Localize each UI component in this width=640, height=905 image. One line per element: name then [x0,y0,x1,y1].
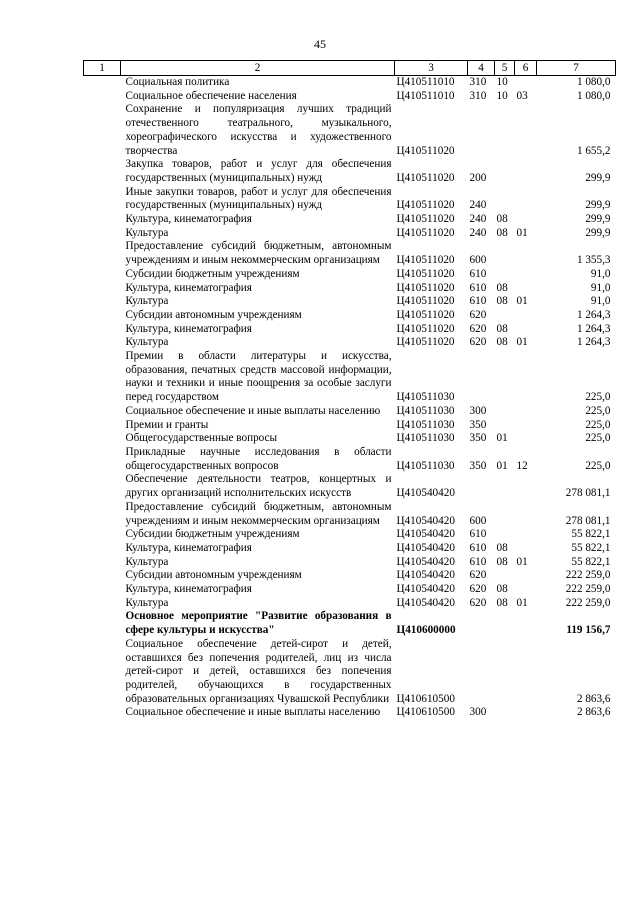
row-rz [495,309,515,323]
row-rz: 08 [496,541,508,554]
row-code: Ц410511010 [396,89,455,102]
row-code: Ц410511020 [396,336,455,349]
table-row [84,446,616,473]
table-row [84,638,616,707]
table-row [84,158,616,185]
row-rz [495,240,515,267]
row-pr [515,186,537,213]
row-amount: 299,9 [585,199,611,212]
row-pr [515,405,537,419]
row-name: Премии и гранты [125,418,209,431]
row-pr [515,350,537,405]
row-empty-cell [84,336,121,350]
row-amount: 55 822,1 [571,528,611,541]
row-name: Сохранение и популяризация лучших традиций отечественного театрального, музыкального, хореографического искусства и художественного творчества [125,103,392,157]
row-name: Социальное обеспечение населения [125,89,297,102]
row-name: Социальная политика [125,76,230,88]
row-pr [515,309,537,323]
row-code: Ц410511030 [396,391,455,404]
page-number: 45 [314,37,326,51]
row-name: Культура [125,295,169,308]
row-amount: 91,0 [590,267,611,280]
row-code: Ц410511020 [396,213,455,226]
row-name: Предоставление субсидий бюджетным, автономным учреждениям и иным некоммерческим организациям [125,500,392,527]
row-empty-cell [84,282,121,296]
row-name: Субсидии бюджетным учреждениям [125,267,300,280]
column-header: 5 [495,61,515,76]
row-amount: 2 863,6 [576,692,611,705]
row-empty-cell [84,240,121,267]
row-code: Ц410540420 [396,541,455,554]
row-name: Культура [125,596,169,609]
row-amount: 91,0 [590,281,611,294]
row-amount: 119 156,7 [566,624,611,637]
row-code: Ц410511020 [396,308,455,321]
table-row [84,432,616,446]
row-vr: 200 [469,171,487,184]
row-rz [495,528,515,542]
row-rz: 08 [496,281,508,294]
row-name: Культура, кинематография [125,322,252,335]
row-vr: 350 [469,418,487,431]
row-amount: 91,0 [590,295,611,308]
row-code: Ц410540420 [396,487,455,500]
row-name: Социальное обеспечение и иные выплаты населению [125,706,381,719]
row-empty-cell [84,295,121,309]
row-empty-cell [84,213,121,227]
row-vr: 350 [469,432,487,445]
row-empty-cell [84,186,121,213]
row-empty-cell [84,638,121,707]
row-code: Ц410540420 [396,596,455,609]
row-rz [495,405,515,419]
column-header: 6 [515,61,537,76]
row-amount: 225,0 [585,459,611,472]
row-amount: 225,0 [585,432,611,445]
row-name: Основное мероприятие "Развитие образования в сфере культуры и искусства" [125,610,392,637]
row-pr: 01 [516,295,528,308]
row-amount: 225,0 [585,404,611,417]
row-code: Ц410511010 [396,76,455,88]
row-vr: 240 [469,226,487,239]
row-code: Ц410511020 [396,322,455,335]
row-code: Ц410511020 [396,144,455,157]
row-empty-cell [84,446,121,473]
row-amount: 278 081,1 [565,514,611,527]
row-vr: 620 [469,336,487,349]
row-empty-cell [84,90,121,104]
row-code: Ц410511030 [396,404,455,417]
row-name: Культура [125,226,169,239]
row-vr: 610 [469,541,487,554]
row-name: Культура, кинематография [125,541,252,554]
row-code: Ц410540420 [396,583,455,596]
row-name: Культура [125,555,169,568]
budget-table [83,60,616,720]
row-rz: 08 [496,596,508,609]
row-empty-cell [84,542,121,556]
row-pr [515,638,537,707]
row-empty-cell [84,227,121,241]
table-row [84,556,616,570]
row-amount: 278 081,1 [565,487,611,500]
row-name: Социальное обеспечение детей-сирот и детей, оставшихся без попечения родителей, лиц из числа детей-сирот и детей, оставшихся без попечения родителей, обучающихся в государственных образовательных организациях Чувашской Республики [125,637,392,705]
table-row [84,268,616,282]
row-amount: 1 080,0 [576,89,611,102]
table-row [84,227,616,241]
row-name: Закупка товаров, работ и услуг для обеспечения государственных (муниципальных) нужд [125,158,392,184]
row-pr [515,103,537,158]
table-row [84,597,616,611]
row-rz [495,501,515,528]
row-rz: 08 [496,322,508,335]
row-code: Ц410511020 [396,199,455,212]
row-rz [495,638,515,707]
row-vr: 300 [469,404,487,417]
row-code: Ц410610500 [396,706,455,719]
row-pr [515,501,537,528]
row-amount: 55 822,1 [571,541,611,554]
row-empty-cell [84,597,121,611]
row-amount: 1 080,0 [576,76,611,88]
row-amount: 55 822,1 [571,555,611,568]
row-pr [515,282,537,296]
row-code: Ц410511020 [396,281,455,294]
row-name: Социальное обеспечение и иные выплаты населению [125,404,381,417]
row-rz [495,350,515,405]
row-rz [495,569,515,583]
row-pr [515,158,537,185]
row-empty-cell [84,419,121,433]
row-amount: 1 264,3 [576,322,611,335]
column-header: 7 [537,61,616,76]
row-rz: 10 [496,76,508,88]
row-name: Культура, кинематография [125,213,252,226]
row-amount: 1 655,2 [576,144,611,157]
row-empty-cell [84,158,121,185]
row-vr [468,350,495,405]
row-pr [515,569,537,583]
row-name: Премии в области литературы и искусства, образования, печатных средств массовой информации, науки и техники и иные поощрения за особые заслуги перед государством [125,350,392,404]
row-amount: 1 264,3 [576,308,611,321]
row-code: Ц410600000 [396,624,456,637]
table-row [84,583,616,597]
row-code: Ц410511020 [396,267,455,280]
row-pr [515,610,537,637]
row-amount: 225,0 [585,391,611,404]
table-row [84,336,616,350]
row-vr [468,103,495,158]
row-empty-cell [84,610,121,637]
row-empty-cell [84,473,121,500]
row-pr: 01 [516,555,528,568]
row-pr: 12 [516,459,528,472]
row-name: Субсидии автономным учреждениям [125,308,302,321]
row-vr: 610 [469,528,487,541]
row-rz: 08 [496,295,508,308]
row-rz: 08 [496,555,508,568]
row-pr [515,542,537,556]
table-row [84,76,616,90]
row-amount: 222 259,0 [565,583,611,596]
row-name: Прикладные научные исследования в области общегосударственных вопросов [125,445,392,472]
row-amount: 299,9 [585,213,611,226]
row-rz [495,419,515,433]
table-row [84,542,616,556]
row-vr: 610 [469,267,487,280]
row-rz: 01 [496,432,508,445]
row-code: Ц410540420 [396,514,455,527]
row-code: Ц410511030 [396,459,455,472]
row-code: Ц410540420 [396,569,455,582]
table-row [84,282,616,296]
row-rz [495,473,515,500]
row-amount: 225,0 [585,418,611,431]
row-vr: 600 [469,514,487,527]
table-header [84,61,616,76]
row-pr: 03 [516,89,528,102]
row-rz [495,103,515,158]
table-row [84,569,616,583]
row-vr: 240 [469,213,487,226]
row-empty-cell [84,268,121,282]
row-vr [468,473,495,500]
table-body [84,76,616,721]
row-code: Ц410511020 [396,295,455,308]
row-pr [515,432,537,446]
row-pr: 01 [516,596,528,609]
table-row [84,323,616,337]
row-rz: 08 [496,213,508,226]
row-vr: 240 [469,199,487,212]
row-pr [515,213,537,227]
row-pr [515,240,537,267]
column-header: 3 [395,61,468,76]
row-pr [515,583,537,597]
table-row [84,186,616,213]
table-row [84,528,616,542]
row-empty-cell [84,569,121,583]
row-name: Культура [125,336,169,349]
row-name: Предоставление субсидий бюджетным, автономным учреждениям и иным некоммерческим организациям [125,240,392,267]
row-code: Ц410540420 [396,555,455,568]
row-vr: 610 [469,555,487,568]
row-code: Ц410511020 [396,226,455,239]
row-name: Культура, кинематография [125,281,252,294]
row-pr: 01 [516,336,528,349]
row-amount: 299,9 [585,226,611,239]
row-vr: 610 [469,295,487,308]
row-vr: 350 [469,459,487,472]
row-vr: 310 [469,76,487,88]
row-code: Ц410511030 [396,432,455,445]
row-pr [515,268,537,282]
row-rz: 08 [496,226,508,239]
table-row [84,350,616,405]
row-empty-cell [84,323,121,337]
row-rz: 08 [496,583,508,596]
row-name: Обеспечение деятельности театров, концертных и других организаций исполнительских искусств [125,473,392,500]
table-row [84,103,616,158]
row-vr: 620 [469,322,487,335]
table-row [84,90,616,104]
row-pr: 01 [516,226,528,239]
row-code: Ц410540420 [396,528,455,541]
table-row [84,295,616,309]
row-empty-cell [84,528,121,542]
row-rz [495,186,515,213]
row-code: Ц410511020 [396,171,455,184]
row-empty-cell [84,76,121,90]
row-pr [515,76,537,90]
table-row [84,706,616,720]
row-amount: 2 863,6 [576,706,611,719]
row-vr: 620 [469,308,487,321]
table-row [84,240,616,267]
row-name: Общегосударственные вопросы [125,432,278,445]
row-code: Ц410610500 [396,692,455,705]
row-amount: 1 264,3 [576,336,611,349]
row-amount: 1 355,3 [576,254,611,267]
row-code: Ц410511030 [396,418,455,431]
row-empty-cell [84,583,121,597]
row-empty-cell [84,350,121,405]
row-empty-cell [84,103,121,158]
row-pr [515,706,537,720]
row-amount: 222 259,0 [565,596,611,609]
row-rz: 08 [496,336,508,349]
row-rz [495,158,515,185]
row-vr [468,610,495,637]
row-rz [495,268,515,282]
row-pr [515,419,537,433]
row-name: Субсидии бюджетным учреждениям [125,528,300,541]
row-vr: 300 [469,706,487,719]
row-vr: 600 [469,254,487,267]
row-rz: 01 [496,459,508,472]
table-row [84,419,616,433]
row-rz: 10 [496,89,508,102]
row-amount: 299,9 [585,171,611,184]
row-vr: 620 [469,596,487,609]
column-header: 1 [84,61,121,76]
column-header: 4 [468,61,495,76]
row-name: Субсидии автономным учреждениям [125,569,302,582]
row-vr: 620 [469,569,487,582]
row-amount: 222 259,0 [565,569,611,582]
table-row [84,610,616,637]
row-pr [515,473,537,500]
row-empty-cell [84,405,121,419]
row-rz [495,610,515,637]
row-empty-cell [84,501,121,528]
row-empty-cell [84,309,121,323]
row-code: Ц410511020 [396,254,455,267]
row-name: Иные закупки товаров, работ и услуг для обеспечения государственных (муниципальных) нужд [125,185,392,212]
table-row [84,309,616,323]
table-row [84,473,616,500]
row-vr: 310 [469,89,487,102]
row-rz [495,706,515,720]
row-pr [515,528,537,542]
table-row [84,213,616,227]
row-vr [468,638,495,707]
row-vr: 610 [469,281,487,294]
table-row [84,405,616,419]
row-empty-cell [84,706,121,720]
row-empty-cell [84,432,121,446]
column-header: 2 [121,61,395,76]
table-row [84,501,616,528]
row-pr [515,323,537,337]
row-empty-cell [84,556,121,570]
row-name: Культура, кинематография [125,583,252,596]
row-vr: 620 [469,583,487,596]
